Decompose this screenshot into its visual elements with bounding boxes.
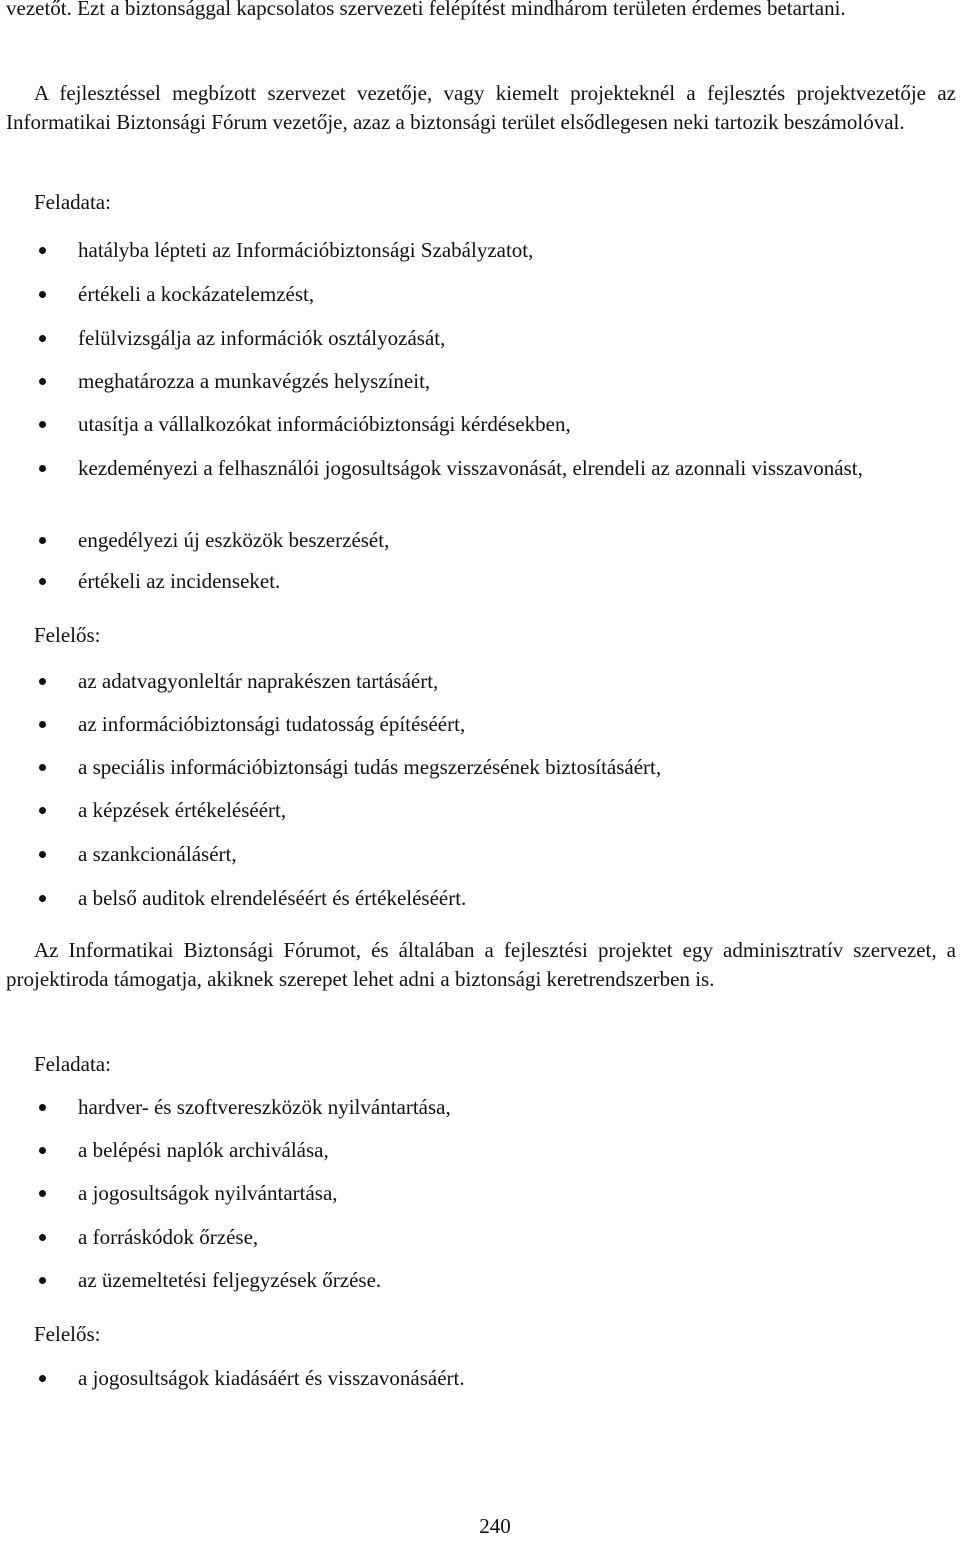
list-item-text: a belső auditok elrendeléséért és értékeléséért.: [78, 886, 467, 910]
bullet-icon: [39, 895, 46, 902]
bullet-icon: [39, 851, 46, 858]
list-item-text: hardver- és szoftvereszközök nyilvántartása,: [78, 1095, 451, 1119]
list-item-text: az üzemeltetési feljegyzések őrzése.: [78, 1268, 382, 1292]
list-item-text: hatályba lépteti az Információbiztonsági Szabályzatot,: [78, 238, 534, 262]
top-paragraph: vezetőt. Ezt a biztonsággal kapcsolatos szervezeti felépítést mindhárom területen érdemes betartani.: [6, 0, 846, 20]
bullet-icon: [39, 721, 46, 728]
bullet-icon: [39, 1190, 46, 1197]
bullet-icon: [39, 421, 46, 428]
bullet-icon: [39, 465, 46, 472]
bullet-icon: [39, 678, 46, 685]
bullet-icon: [39, 1375, 46, 1382]
bullet-icon: [39, 378, 46, 385]
bullet-icon: [39, 1234, 46, 1241]
list-item-text: engedélyezi új eszközök beszerzését,: [78, 528, 390, 552]
list-item-text: meghatározza a munkavégzés helyszíneit,: [78, 369, 431, 393]
list-item-text: értékeli a kockázatelemzést,: [78, 282, 315, 306]
bullet-icon: [39, 537, 46, 544]
list-item-text: a belépési naplók archiválása,: [78, 1138, 329, 1162]
page-number: 240: [479, 1514, 511, 1538]
list-item-text: a forráskódok őrzése,: [78, 1225, 259, 1249]
bullet-icon: [39, 291, 46, 298]
list-item-text: a jogosultságok nyilvántartása,: [78, 1181, 338, 1205]
list-item-text: az adatvagyonleltár naprakészen tartásáért,: [78, 669, 439, 693]
bullet-icon: [39, 1277, 46, 1284]
bullet-icon: [39, 335, 46, 342]
paragraph-fejlesztes: A fejlesztéssel megbízott szervezet vezetője, vagy kiemelt projekteknél a fejlesztés projektvezetője az Informatikai Biztonsági Fórum vezetője, azaz a biztonsági terület elsődlegesen neki tartozik beszámolóval.: [6, 81, 956, 134]
list-item-text: az információbiztonsági tudatosság építéséért,: [78, 712, 466, 736]
list-item-text: a képzések értékeléséért,: [78, 798, 287, 822]
list-item-text: felülvizsgálja az információk osztályozását,: [78, 326, 446, 350]
bullet-icon: [39, 1147, 46, 1154]
list-item-text: kezdeményezi a felhasználói jogosultságok visszavonását, elrendeli az azonnali visszavonást,: [78, 456, 863, 480]
section1-felelos-label: Felelős:: [34, 623, 101, 647]
list-item-text: a jogosultságok kiadásáért és visszavonásáért.: [78, 1366, 465, 1390]
bullet-icon: [39, 578, 46, 585]
list-item-text: utasítja a vállalkozókat információbiztonsági kérdésekben,: [78, 412, 571, 436]
bullet-icon: [39, 247, 46, 254]
bullet-icon: [39, 1104, 46, 1111]
list-item-text: értékeli az incidenseket.: [78, 569, 281, 593]
bullet-icon: [39, 764, 46, 771]
section1-feladata-label: Feladata:: [34, 190, 111, 214]
section2-feladata-label: Feladata:: [34, 1052, 111, 1076]
bullet-icon: [39, 807, 46, 814]
list-item-text: a speciális információbiztonsági tudás megszerzésének biztosításáért,: [78, 755, 662, 779]
section2-felelos-label: Felelős:: [34, 1322, 101, 1346]
paragraph-forum: Az Informatikai Biztonsági Fórumot, és általában a fejlesztési projektet egy adminisztratív szervezet, a projektiroda támogatja, akiknek szerepet lehet adni a biztonsági keretrendszerben is.: [6, 938, 956, 991]
list-item-text: a szankcionálásért,: [78, 842, 237, 866]
